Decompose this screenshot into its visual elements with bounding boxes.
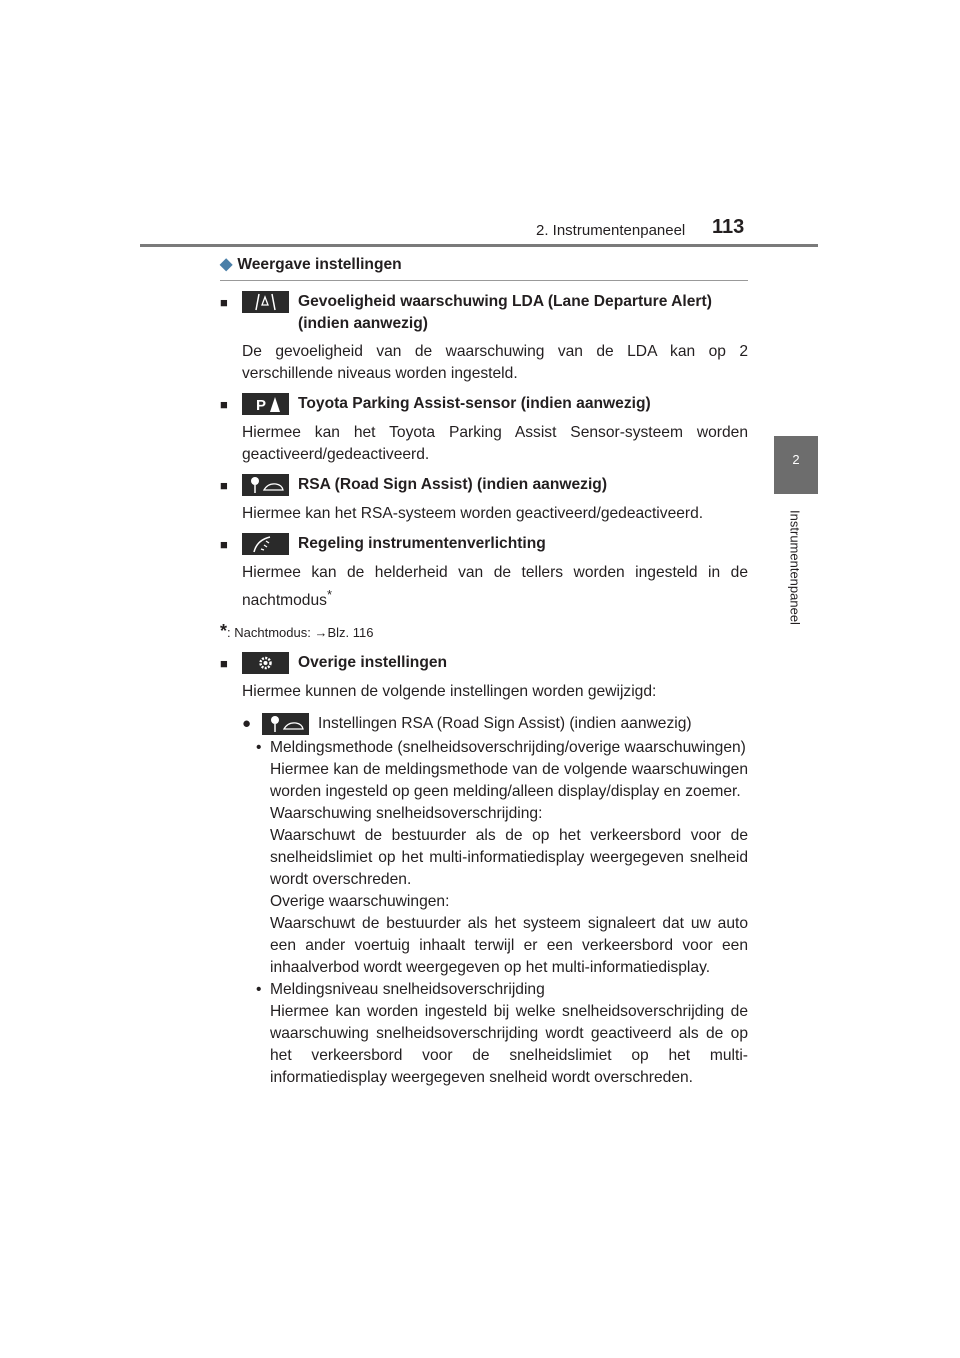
svg-text:P: P: [256, 397, 267, 414]
list-item: [256, 737, 748, 759]
bullet-title: Meldingsmethode (snelheidsoverschrijding/overige waarschuwingen): [270, 739, 746, 757]
chapter-side-label: [780, 500, 810, 640]
square-bullet-icon: ■: [220, 478, 228, 493]
item-rsa: [220, 474, 748, 497]
item-lda: [220, 291, 748, 335]
footnote-mark: *: [220, 621, 228, 642]
square-bullet-icon: ■: [220, 656, 228, 672]
bullet-dot: •: [256, 739, 262, 757]
parking-assist-icon: [242, 393, 289, 415]
bullet-dot: •: [256, 981, 262, 999]
header-title: 2. Instrumentenpaneel: [536, 222, 686, 239]
item-body-text: Hiermee kan de helderheid van de tellers worden ingesteld in de nachtmodus: [242, 564, 748, 610]
item-heading: Toyota Parking Assist-sensor (indien aanwezig): [298, 395, 651, 412]
sub-heading-text: Instellingen RSA (Road Sign Assist) (indien aanwezig): [318, 715, 692, 733]
item-body: Hiermee kan het Toyota Parking Assist Sensor-systeem worden geactiveerd/gedeactiveerd.: [242, 424, 748, 463]
section-title-text: Weergave instellingen: [237, 256, 402, 273]
item-parking: [220, 393, 748, 416]
square-bullet-icon: ■: [220, 295, 228, 310]
item-illumination: [220, 533, 748, 556]
bullet-line: Hiermee kan de meldingsmethode van de volgende waarschuwingen worden ingesteld op geen melding/alleen display/display en zoemer.: [270, 761, 748, 801]
item-body: Hiermee kan het RSA-systeem worden geactiveerd/gedeactiveerd.: [242, 505, 704, 522]
item-other: [220, 652, 748, 675]
list-item: [256, 979, 748, 1001]
road-sign-assist-icon: [262, 713, 309, 735]
chapter-side-label-text: Instrumentenpaneel: [787, 510, 803, 625]
diamond-icon: ◆: [220, 256, 233, 273]
rsa-settings-subheading: [242, 713, 748, 735]
circle-bullet-icon: ●: [242, 715, 252, 733]
page-content: [220, 254, 748, 1089]
item-heading: Gevoeligheid waarschuwing LDA (Lane Departure Alert) (indien aanwezig): [298, 293, 712, 332]
chapter-tab: 2: [774, 436, 818, 494]
road-sign-assist-icon: [242, 474, 289, 496]
bullet-line: Overige waarschuwingen:: [270, 893, 450, 911]
page-number: 113: [712, 216, 745, 238]
bullet-title: Meldingsniveau snelheidsoverschrijding: [270, 981, 545, 999]
square-bullet-icon: ■: [220, 537, 228, 552]
bullet-line: Waarschuwing snelheidsoverschrijding:: [270, 805, 543, 823]
item-body: [242, 562, 748, 612]
bullet-line: Hiermee kan worden ingesteld bij welke snelheidsoverschrijding de waarschuwing snelheidsoverschrijding wordt geactiveerd als de op het verkeersbord voor de snelheidslimiet op het multi-informatiedisplay weergegeven snelheid wordt overschreden.: [270, 1003, 748, 1087]
item-heading: Overige instellingen: [298, 654, 448, 672]
item-body: De gevoeligheid van de waarschuwing van de LDA kan op 2 verschillende niveaus worden ingesteld.: [242, 343, 748, 382]
item-heading: RSA (Road Sign Assist) (indien aanwezig): [298, 476, 608, 493]
header-rule: [140, 244, 818, 247]
item-heading: Regeling instrumentenverlichting: [298, 535, 546, 552]
footnote: [220, 620, 748, 644]
gear-icon: [242, 652, 289, 674]
illumination-icon: [242, 533, 289, 555]
lda-sensitivity-icon: [242, 291, 289, 313]
bullet-line: Waarschuwt de bestuurder als het systeem signaleert dat uw auto een ander voertuig inhaalt terwijl er een verkeersbord voor een inhaalverbod wordt weergegeven op het multi-informatiedisplay.: [270, 915, 748, 977]
square-bullet-icon: ■: [220, 397, 228, 412]
bullet-list: [256, 737, 748, 1089]
item-body: Hiermee kunnen de volgende instellingen worden gewijzigd:: [242, 683, 657, 701]
footnote-ref: *: [326, 587, 333, 602]
footnote-text: : Nachtmodus: →Blz. 116: [227, 625, 374, 641]
section-title: [220, 254, 748, 281]
bullet-line: Waarschuwt de bestuurder als de op het verkeersbord voor de snelheidslimiet op het multi-informatiedisplay weergegeven snelheid wordt overschreden.: [270, 827, 748, 889]
